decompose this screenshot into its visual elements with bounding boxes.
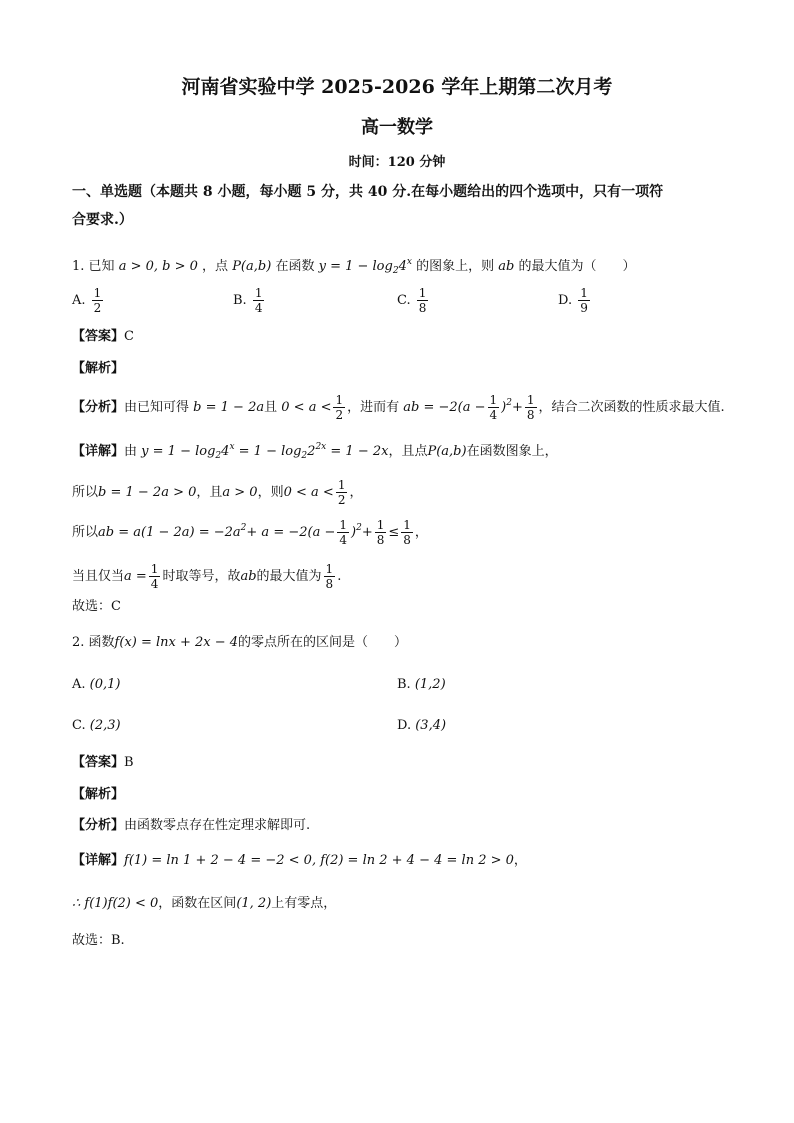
- q2-analysis-tag: 【解析】: [72, 787, 125, 802]
- fraction: $\frac{1}{9}$: [580, 286, 588, 315]
- q1-point: P(a,b): [232, 259, 272, 274]
- fraction: $\frac{1}{8}$: [376, 518, 385, 547]
- q2-answer: 【答案】B: [72, 755, 134, 770]
- q2-function: f(x) = lnx + 2x − 4: [114, 635, 239, 650]
- q2-option-a: A. (0,1): [72, 677, 121, 692]
- q1-option-b: B. $\frac{1}{4}$: [233, 286, 263, 315]
- q1-stem-text: 1. 已知: [72, 259, 115, 274]
- fraction: $\frac{1}{4}$: [254, 286, 263, 315]
- fraction: $\frac{1}{2}$: [93, 286, 102, 315]
- q1-function: $y = 1 - \log_24^x$: [318, 257, 412, 276]
- q1-stem-text: ，点: [202, 259, 229, 274]
- fraction: $\frac{1}{4}$: [489, 393, 498, 422]
- q1-condition: a > 0, b > 0: [118, 259, 198, 274]
- fraction: $\frac{1}{2}$: [337, 478, 346, 507]
- q1-option-d: D. $\frac{1}{9}$: [558, 286, 588, 315]
- q2-option-b: B. (1,2): [397, 677, 446, 692]
- q2-answer-value: B: [124, 755, 134, 770]
- q1-stem-text: 的图象上，则: [416, 259, 495, 274]
- q1-analysis-tag: 【解析】: [72, 361, 125, 376]
- q1-option-c: C. $\frac{1}{8}$: [397, 286, 427, 315]
- fraction: $\frac{1}{8}$: [418, 286, 427, 315]
- q2-fenxi: 【分析】由函数零点存在性定理求解即可.: [72, 818, 311, 833]
- exam-subject: 高一数学: [361, 117, 433, 138]
- q1-fenxi: 【分析】由已知可得 b = 1 − 2a且 0 < a < $\frac{1}{2}$ ，进而有 ab = −2(a − $\frac{1}{4}$ )$^2$+ $\frac{1}{8}$ ，结合二次函数的性质求最大值.: [72, 393, 725, 422]
- q1-xiangjie-line1: 【详解】由 $y = 1 - \log_24^x = 1 - \log_22^{2x} = 1 - 2x$，且点P(a,b)在函数图象上，: [72, 442, 558, 461]
- q1-choice: 故选：C: [72, 599, 121, 614]
- q2-stem: 2. 函数f(x) = lnx + 2x − 4的零点所在的区间是（ ）: [72, 635, 408, 650]
- q2-xiangjie-line1: 【详解】f(1) = ln 1 + 2 − 4 = −2 < 0, f(2) = ln 2 + 4 − 4 = ln 2 > 0，: [72, 853, 527, 868]
- q1-option-a: A. $\frac{1}{2}$: [72, 286, 102, 315]
- q1-stem-text: 在函数: [275, 259, 315, 274]
- fraction: $\frac{1}{4}$: [339, 518, 347, 547]
- section-heading-line2: 合要求.）: [72, 212, 133, 228]
- fraction: $\frac{1}{2}$: [335, 393, 344, 422]
- q1-ab: ab: [498, 259, 515, 274]
- q2-choice: 故选：B.: [72, 933, 125, 948]
- fraction: $\frac{1}{8}$: [526, 393, 535, 422]
- fraction: $\frac{1}{8}$: [325, 562, 334, 591]
- q1-stem-text: 的最大值为（ ）: [518, 259, 636, 274]
- fraction: $\frac{1}{4}$: [150, 562, 159, 591]
- q1-xiangjie-line2: 所以b = 1 − 2a > 0，且a > 0，则0 < a < $\frac{1}{2}$ ，: [72, 478, 363, 507]
- q1-stem: [72, 253, 635, 280]
- q1-answer: 【答案】C: [72, 329, 134, 344]
- q1-xiangjie-line4: 当且仅当a = $\frac{1}{4}$ 时取等号，故ab的最大值为 $\frac{1}{8}$ .: [72, 562, 342, 591]
- section-heading-line1: 一、单选题（本题共 8 小题，每小题 5 分，共 40 分.在每小题给出的四个选项中，只有一项符: [72, 184, 664, 200]
- q1-xiangjie-line3: 所以ab = $a(1 - 2a) = -2a^2+ a = -2(a$ − $\frac{1}{4}$ )$^2$+ $\frac{1}{8}$ ≤ $\frac{1}{8}$ ，: [72, 518, 428, 547]
- exam-time: 时间：120 分钟: [348, 155, 446, 170]
- q2-xiangjie-line2: ∴ f(1)f(2) < 0，函数在区间(1, 2)上有零点，: [72, 896, 337, 911]
- q2-option-d: D. (3,4): [397, 718, 447, 733]
- fraction: $\frac{1}{8}$: [403, 518, 411, 547]
- q2-option-c: C. (2,3): [72, 718, 121, 733]
- exam-title: 河南省实验中学 2025-2026 学年上期第二次月考: [181, 76, 613, 98]
- q1-answer-value: C: [124, 329, 134, 344]
